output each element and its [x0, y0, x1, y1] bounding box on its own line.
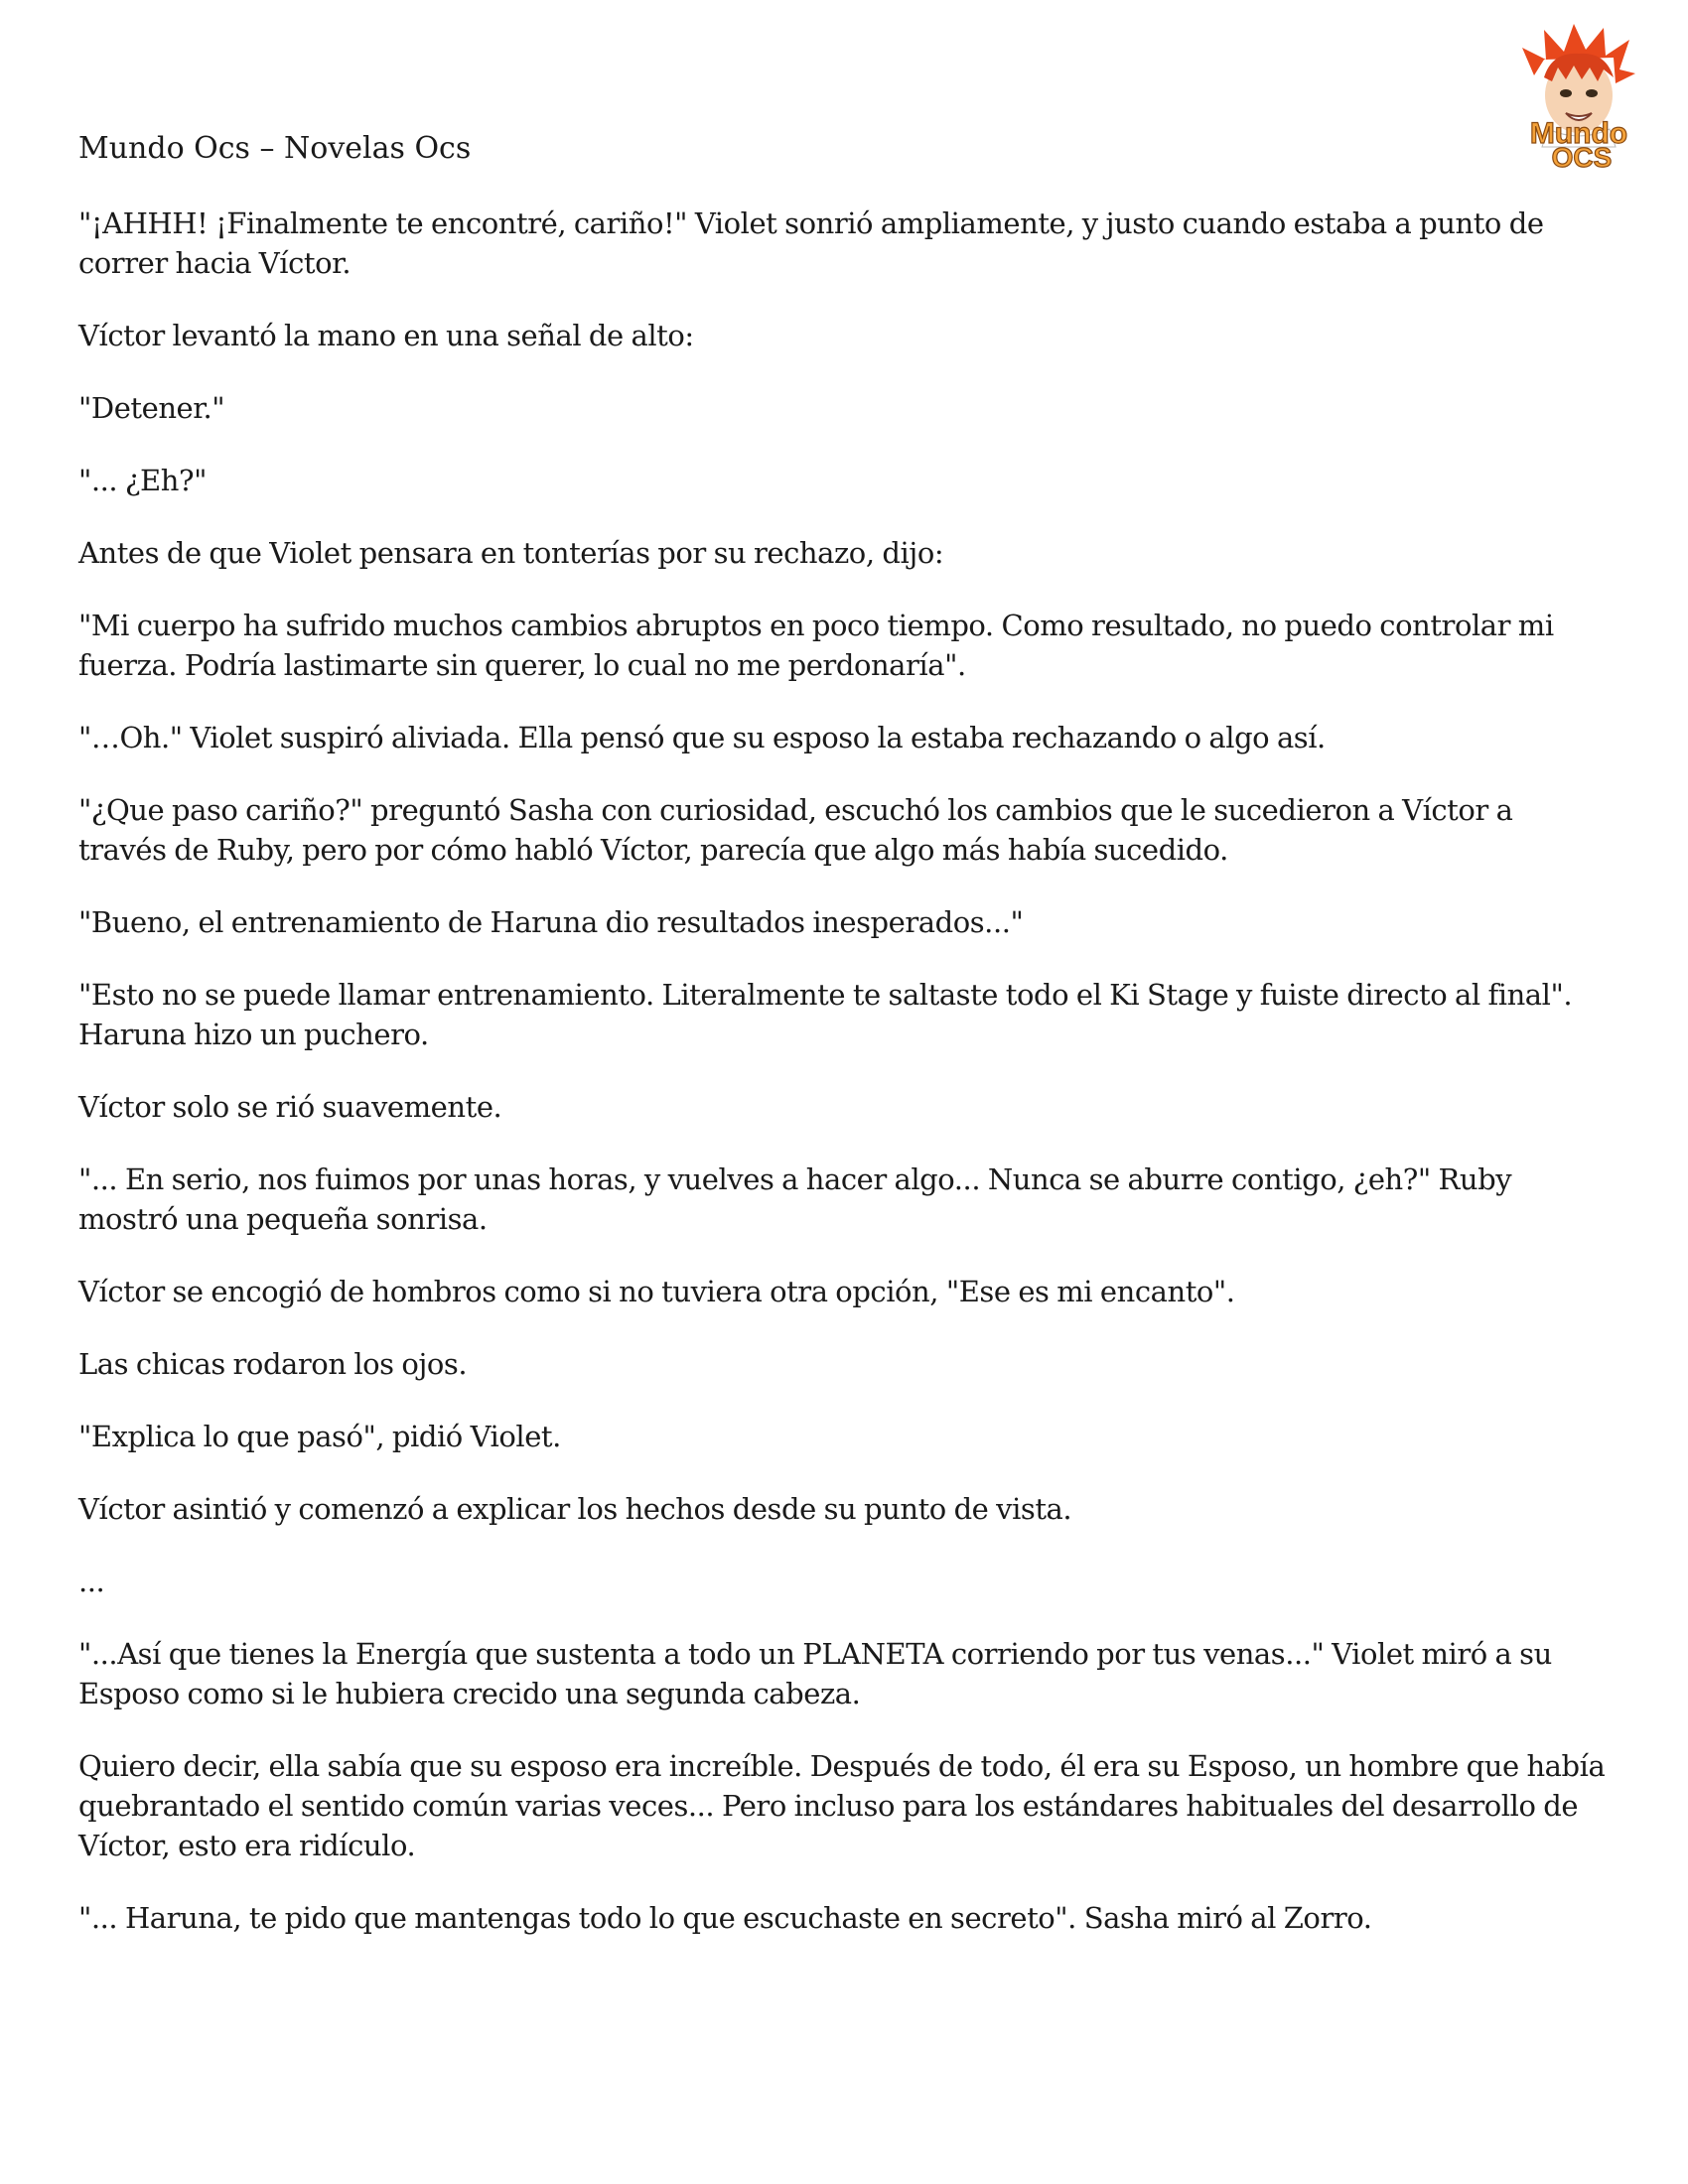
logo-graphic [1504, 18, 1653, 172]
paragraph: Antes de que Violet pensara en tonterías por su rechazo, dijo: [78, 536, 944, 570]
paragraph: "Mi cuerpo ha sufrido muchos cambios abruptos en poco tiempo. Como resultado, no puedo controlar mi fuerza. Podría lastimarte sin querer, lo cual no me perdonaría". [78, 609, 1554, 682]
logo-text-ocs: OCS [1551, 142, 1613, 172]
logo-text-mundo: Mundo [1529, 117, 1628, 150]
paragraph: "Bueno, el entrenamiento de Haruna dio resultados inesperados..." [78, 905, 1024, 939]
paragraph: "... ¿Eh?" [78, 464, 207, 497]
paragraph: "...Así que tienes la Energía que sustenta a todo un PLANETA corriendo por tus venas..." Violet miró a su Esposo como si le hubiera crecido una segunda cabeza. [78, 1637, 1552, 1710]
paragraph: "Detener." [78, 391, 225, 425]
paragraph: Víctor asintió y comenzó a explicar los hechos desde su punto de vista. [78, 1492, 1072, 1526]
paragraph: "... En serio, nos fuimos por unas horas, y vuelves a hacer algo... Nunca se aburre contigo, ¿eh?" Ruby mostró una pequeña sonrisa. [78, 1162, 1512, 1236]
paragraph: Quiero decir, ella sabía que su esposo era increíble. Después de todo, él era su Esposo, un hombre que había quebrantado el sentido común varias veces... Pero incluso para los estándares habituales del desarrollo de Víctor, esto era ridículo. [78, 1749, 1606, 1862]
document-body [78, 204, 1608, 1971]
page-header: Mundo Ocs – Novelas Ocs [78, 131, 472, 166]
paragraph: "... Haruna, te pido que mantengas todo lo que escuchaste en secreto". Sasha miró al Zorro. [78, 1901, 1372, 1935]
paragraph: "Esto no se puede llamar entrenamiento. Literalmente te saltaste todo el Ki Stage y fuiste directo al final". Haruna hizo un puchero. [78, 978, 1573, 1051]
paragraph: "¿Que paso cariño?" preguntó Sasha con curiosidad, escuchó los cambios que le sucedieron a Víctor a través de Ruby, pero por cómo habló Víctor, parecía que algo más había sucedido. [78, 793, 1513, 867]
paragraph: "…Oh." Violet suspiró aliviada. Ella pensó que su esposo la estaba rechazando o algo así. [78, 721, 1326, 754]
left-eye-icon [1560, 89, 1572, 97]
paragraph: Víctor se encogió de hombros como si no tuviera otra opción, "Ese es mi encanto". [78, 1275, 1235, 1308]
mundo-ocs-logo [1504, 18, 1653, 172]
paragraph: Víctor solo se rió suavemente. [78, 1090, 502, 1124]
paragraph: "Explica lo que pasó", pidió Violet. [78, 1420, 561, 1453]
right-eye-icon [1586, 89, 1598, 97]
paragraph: "¡AHHH! ¡Finalmente te encontré, cariño!" Violet sonrió ampliamente, y justo cuando estaba a punto de correr hacia Víctor. [78, 206, 1544, 280]
scene-break: ... [78, 1565, 105, 1598]
paragraph: Las chicas rodaron los ojos. [78, 1347, 468, 1381]
paragraph: Víctor levantó la mano en una señal de alto: [78, 319, 694, 352]
